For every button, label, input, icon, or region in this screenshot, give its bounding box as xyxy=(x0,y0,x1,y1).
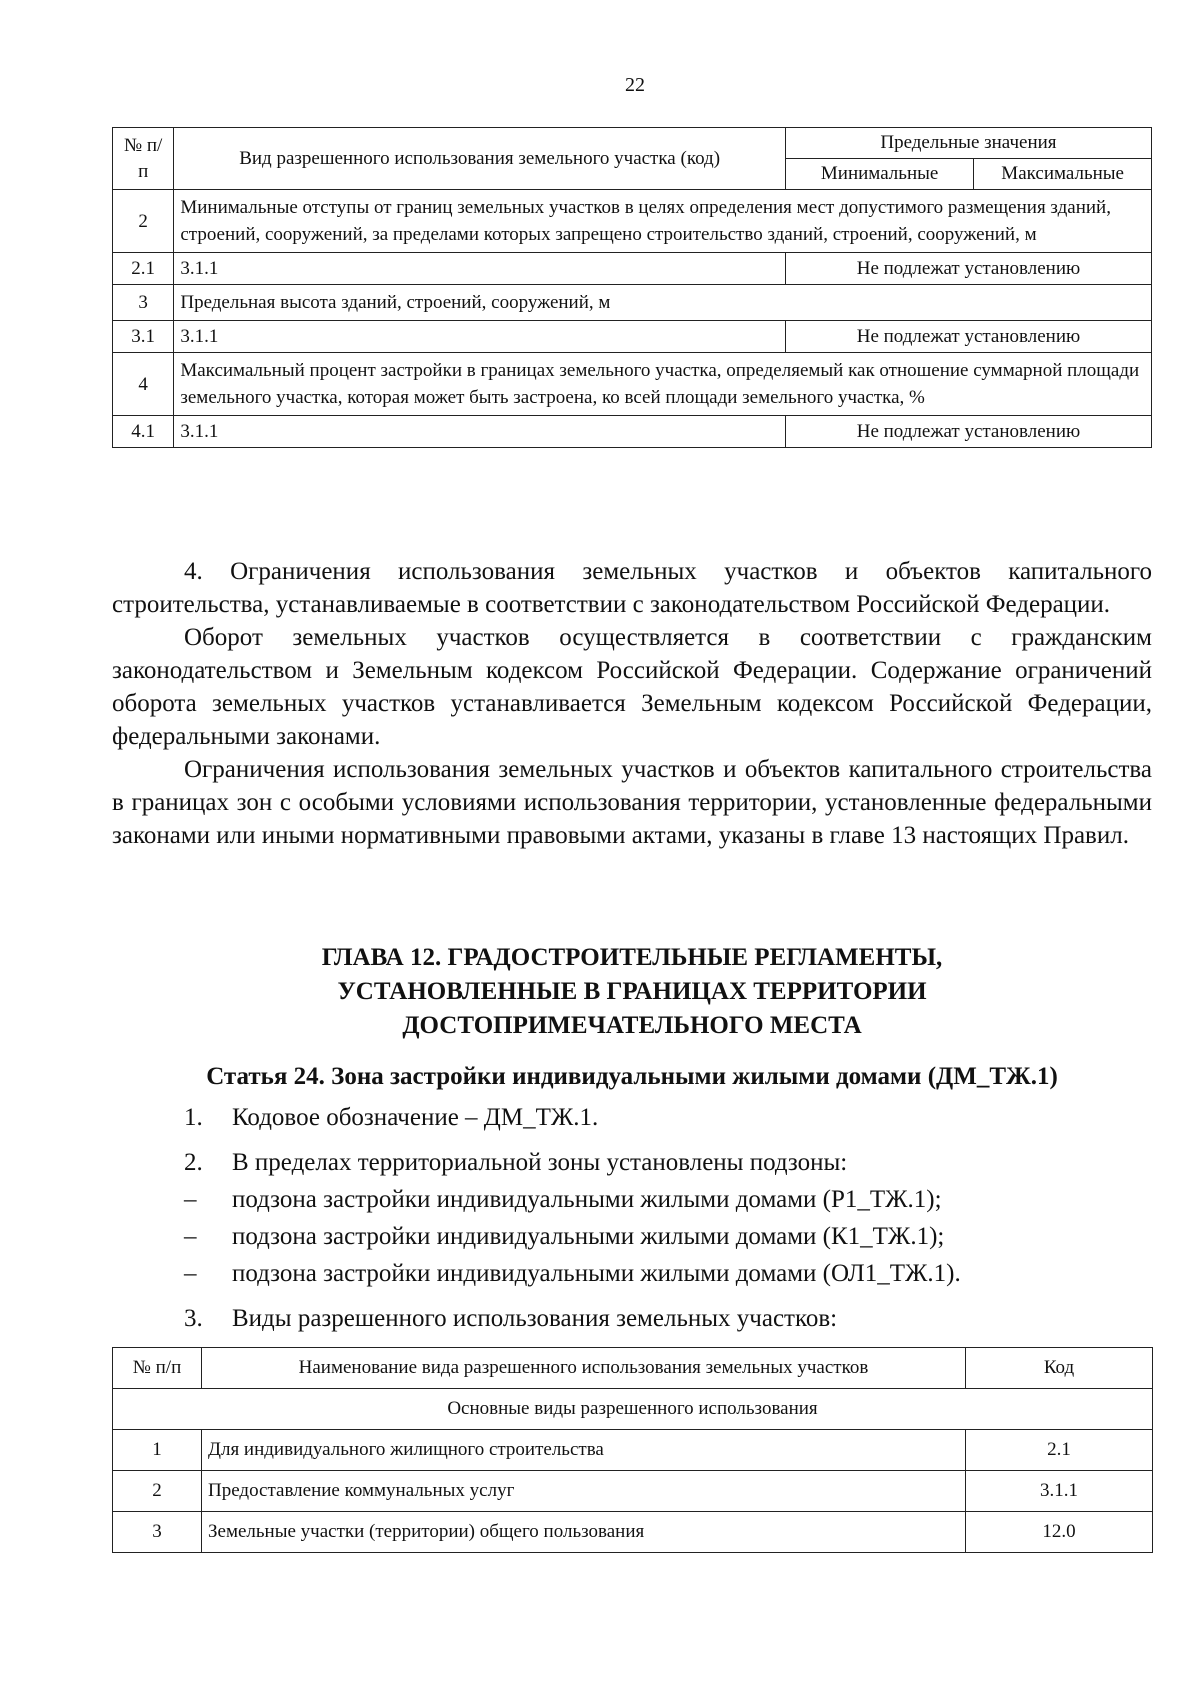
section-row xyxy=(113,1389,1153,1430)
list-item xyxy=(112,1099,1152,1136)
chapter-title-line: ГЛАВА 12. ГРАДОСТРОИТЕЛЬНЫЕ РЕГЛАМЕНТЫ, xyxy=(321,944,943,971)
header-limits: Предельные значения xyxy=(785,128,1151,159)
row-num: 2 xyxy=(113,190,174,253)
table-row xyxy=(113,353,1152,416)
header-max: Максимальные xyxy=(974,159,1152,190)
row-text: Максимальный процент застройки в границах земельного участка, определяемый как отношение суммарной площади земельного участка, которая может быть застроена, ко всей площади земельного участка, % xyxy=(174,353,1152,416)
row-name: Предоставление коммунальных услуг xyxy=(202,1471,966,1512)
list-item xyxy=(112,1300,1152,1337)
article-title: Статья 24. Зона застройки индивидуальными жилыми домами (ДМ_ТЖ.1) xyxy=(206,1063,1058,1090)
row-num: 3 xyxy=(113,1512,202,1553)
row-name: Для индивидуального жилищного строительства xyxy=(202,1430,966,1471)
table-row xyxy=(113,285,1152,321)
list-marker: 1. xyxy=(184,1104,203,1131)
row-num: 2 xyxy=(113,1471,202,1512)
table-header-row xyxy=(113,1348,1153,1389)
row-name: Земельные участки (территории) общего пользования xyxy=(202,1512,966,1553)
list-marker: 2. xyxy=(184,1149,203,1176)
row-value: Не подлежат установлению xyxy=(785,253,1151,285)
row-code: 3.1.1 xyxy=(174,416,786,448)
table-row xyxy=(113,190,1152,253)
list-item-text: подзона застройки индивидуальными жилыми домами (Р1_ТЖ.1); xyxy=(232,1186,942,1213)
sub-list-item xyxy=(112,1181,1152,1218)
header-num: № п/п xyxy=(113,128,174,190)
table-header-row xyxy=(113,128,1152,159)
list-item-text: подзона застройки индивидуальными жилыми домами (ОЛ1_ТЖ.1). xyxy=(232,1260,961,1287)
paragraph: Ограничения использования земельных участков и объектов капитального строительства в границах зон с особыми условиями использования территории, установленные федеральными законами или иными нормативными правовыми актами, указаны в главе 13 настоящих Правил. xyxy=(112,756,1152,849)
dash-marker: – xyxy=(184,1223,197,1250)
row-code: 2.1 xyxy=(966,1430,1153,1471)
row-num: 1 xyxy=(113,1430,202,1471)
list-item-text: подзона застройки индивидуальными жилыми домами (К1_ТЖ.1); xyxy=(232,1223,945,1250)
row-code: 3.1.1 xyxy=(966,1471,1153,1512)
body-paragraphs xyxy=(112,555,1152,852)
table-row xyxy=(113,416,1152,448)
row-num: 2.1 xyxy=(113,253,174,285)
land-use-table xyxy=(112,1347,1153,1553)
row-code: 3.1.1 xyxy=(174,253,786,285)
row-num: 3 xyxy=(113,285,174,321)
dash-marker: – xyxy=(184,1186,197,1213)
row-code: 12.0 xyxy=(966,1512,1153,1553)
list-item-text: Виды разрешенного использования земельных участков: xyxy=(232,1305,838,1332)
row-text: Предельная высота зданий, строений, сооружений, м xyxy=(174,285,1152,321)
dash-marker: – xyxy=(184,1260,197,1287)
paragraph: 4. Ограничения использования земельных участков и объектов капитального строительства, устанавливаемые в соответствии с законодательством Российской Федерации. xyxy=(112,558,1152,618)
list-item-text: Кодовое обозначение – ДМ_ТЖ.1. xyxy=(232,1104,599,1131)
table-row xyxy=(113,1512,1153,1553)
row-code: 3.1.1 xyxy=(174,321,786,353)
row-value: Не подлежат установлению xyxy=(785,416,1151,448)
sub-list-item xyxy=(112,1218,1152,1255)
article-list xyxy=(112,1099,1152,1337)
row-text: Минимальные отступы от границ земельных участков в целях определения мест допустимого размещения зданий, строений, сооружений, за пределами которых запрещено строительство зданий, строений, сооружений, м xyxy=(174,190,1152,253)
header-code: Код xyxy=(966,1348,1153,1389)
list-marker: 3. xyxy=(184,1305,203,1332)
chapter-title-line: УСТАНОВЛЕННЫЕ В ГРАНИЦАХ ТЕРРИТОРИИ xyxy=(337,978,927,1005)
list-item xyxy=(112,1144,1152,1181)
header-name: Наименование вида разрешенного использования земельных участков xyxy=(202,1348,966,1389)
chapter-title xyxy=(112,941,1152,1043)
header-kind: Вид разрешенного использования земельного участка (код) xyxy=(174,128,786,190)
sub-list-item xyxy=(112,1255,1152,1292)
row-value: Не подлежат установлению xyxy=(785,321,1151,353)
row-num: 4.1 xyxy=(113,416,174,448)
page-number: 22 xyxy=(625,74,645,96)
section-title: Основные виды разрешенного использования xyxy=(113,1389,1153,1430)
table-row xyxy=(113,321,1152,353)
table-row xyxy=(113,253,1152,285)
row-num: 3.1 xyxy=(113,321,174,353)
table-row xyxy=(113,1430,1153,1471)
row-num: 4 xyxy=(113,353,174,416)
chapter-title-line: ДОСТОПРИМЕЧАТЕЛЬНОГО МЕСТА xyxy=(402,1012,862,1039)
paragraph: Оборот земельных участков осуществляется в соответствии с гражданским законодательством и Земельным кодексом Российской Федерации. Содержание ограничений оборота земельных участков устанавливается Земельным кодексом Российской Федерации, федеральными законами. xyxy=(112,624,1152,750)
list-item-text: В пределах территориальной зоны установлены подзоны: xyxy=(232,1149,848,1176)
header-min: Минимальные xyxy=(785,159,973,190)
header-num: № п/п xyxy=(113,1348,202,1389)
table-row xyxy=(113,1471,1153,1512)
limits-table xyxy=(112,127,1152,448)
